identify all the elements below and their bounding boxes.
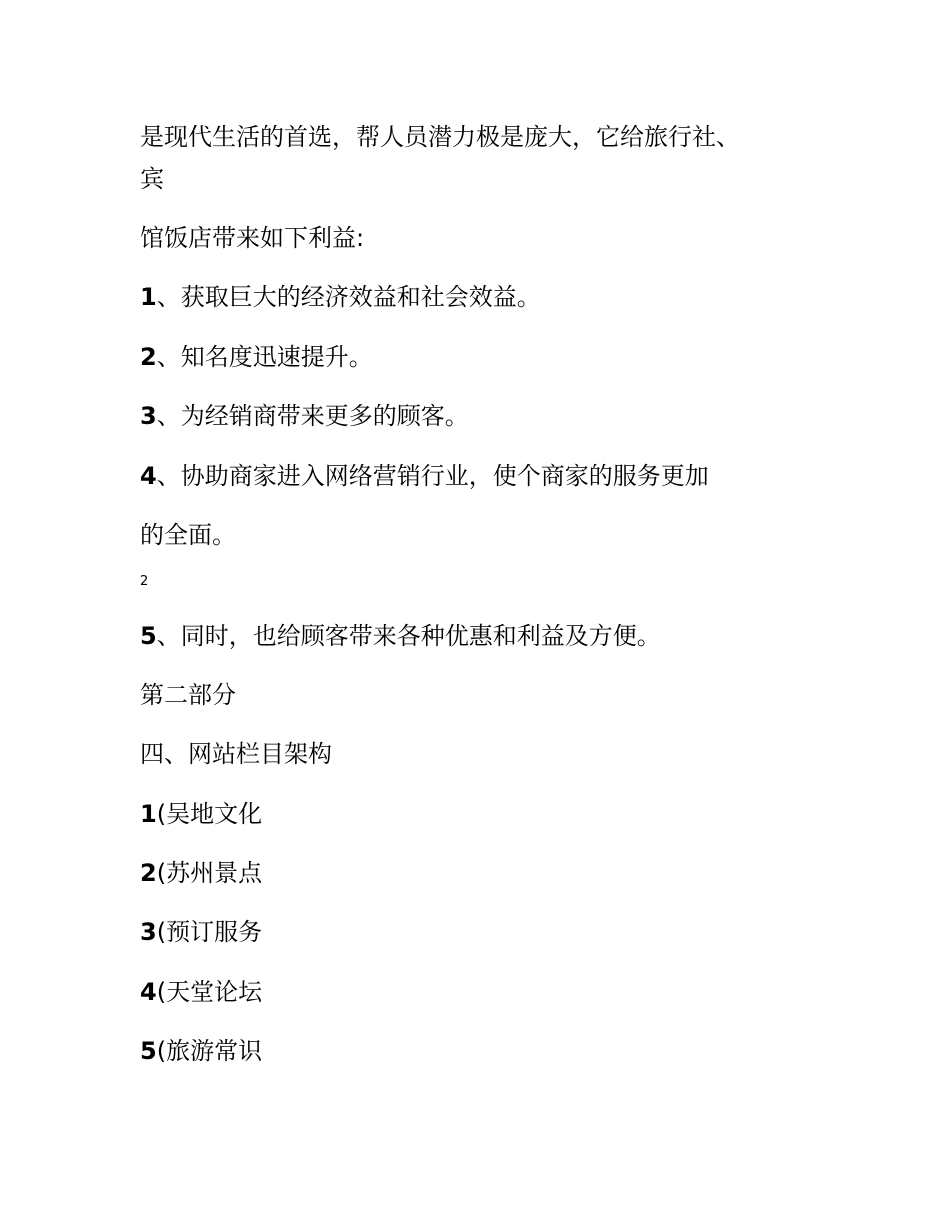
intro-line-3: 馆饭店带来如下利益: (140, 224, 365, 252)
benefit-text: 同时，也给顾客带来各种优惠和利益及方便。 (180, 622, 661, 650)
benefit-number: 3 (140, 402, 157, 430)
benefit-number: 5 (140, 622, 157, 650)
column-item-2 (140, 858, 262, 888)
benefit-number: 1 (140, 283, 157, 311)
column-text: 天堂论坛 (166, 978, 263, 1006)
column-separator: ( (156, 800, 167, 828)
benefit-item-2 (140, 342, 373, 372)
benefit-number: 2 (140, 343, 157, 371)
page-number: 2 (140, 574, 149, 589)
column-separator: ( (156, 918, 167, 946)
column-item-4 (140, 977, 262, 1007)
benefit-separator: 、 (156, 622, 181, 650)
column-item-1 (140, 799, 262, 829)
column-number: 3 (140, 918, 157, 946)
benefit-separator: 、 (156, 462, 181, 490)
subsection-title: 四、网站栏目架构 (140, 740, 332, 768)
column-item-3 (140, 917, 262, 947)
column-separator: ( (156, 859, 167, 887)
column-number: 1 (140, 800, 157, 828)
benefit-item-1 (140, 282, 541, 312)
column-text: 吴地文化 (166, 800, 263, 828)
column-number: 2 (140, 859, 157, 887)
column-separator: ( (156, 978, 167, 1006)
benefit-separator: 、 (156, 283, 181, 311)
benefit-text: 为经销商带来更多的顾客。 (180, 402, 469, 430)
column-text: 预订服务 (166, 918, 263, 946)
benefit-item-3 (140, 401, 469, 431)
benefit-item-4 (140, 461, 709, 491)
benefit-text: 获取巨大的经济效益和社会效益。 (180, 283, 541, 311)
benefit-number: 4 (140, 462, 157, 490)
column-text: 苏州景点 (166, 859, 263, 887)
intro-line-2: 宾 (140, 165, 164, 193)
benefit-separator: 、 (156, 343, 181, 371)
column-number: 5 (140, 1037, 157, 1065)
intro-line-1: 是现代生活的首选，帮人员潜力极是庞大，它给旅行社、 (140, 123, 740, 151)
column-item-5 (140, 1036, 262, 1066)
column-text: 旅游常识 (166, 1037, 263, 1065)
benefit-item-4-continuation: 的全面。 (140, 521, 236, 549)
column-separator: ( (156, 1037, 167, 1065)
benefit-text: 知名度迅速提升。 (180, 343, 373, 371)
benefit-item-5 (140, 621, 661, 651)
benefit-separator: 、 (156, 402, 181, 430)
benefit-text: 协助商家进入网络营销行业，使个商家的服务更加 (180, 462, 709, 490)
column-number: 4 (140, 978, 157, 1006)
section-title: 第二部分 (140, 681, 236, 709)
